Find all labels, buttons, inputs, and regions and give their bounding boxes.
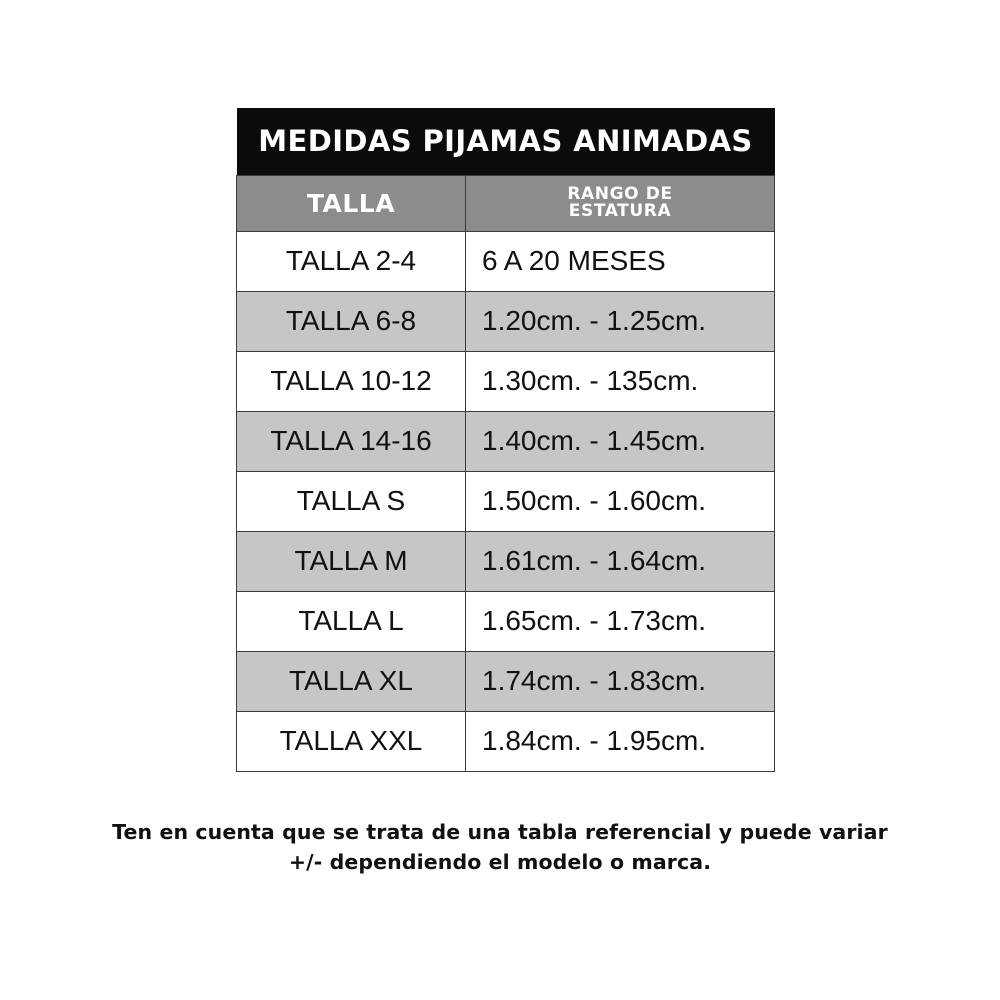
cell-rango: 1.74cm. - 1.83cm. [466, 651, 775, 711]
cell-talla: TALLA 10-12 [237, 351, 466, 411]
cell-talla: TALLA M [237, 531, 466, 591]
cell-talla: TALLA L [237, 591, 466, 651]
cell-rango: 1.84cm. - 1.95cm. [466, 711, 775, 771]
column-header-rango-line1: RANGO DE [567, 184, 673, 204]
cell-talla: TALLA 14-16 [237, 411, 466, 471]
table-row [237, 531, 775, 591]
column-header-rango-estatura [466, 176, 775, 232]
footnote-line-1: Ten en cuenta que se trata de una tabla referencial y puede variar [112, 820, 888, 844]
cell-rango: 6 A 20 MESES [466, 231, 775, 291]
footnote-line-2: +/- dependiendo el modelo o marca. [288, 849, 712, 874]
footnote [0, 818, 1000, 877]
table-row [237, 591, 775, 651]
cell-rango: 1.30cm. - 135cm. [466, 351, 775, 411]
table-row [237, 651, 775, 711]
size-table [236, 108, 775, 772]
table-row [237, 291, 775, 351]
cell-talla: TALLA 6-8 [237, 291, 466, 351]
table-row [237, 471, 775, 531]
cell-talla: TALLA XL [237, 651, 466, 711]
table-title-row [237, 108, 775, 176]
cell-rango: 1.40cm. - 1.45cm. [466, 411, 775, 471]
column-header-rango-line2: ESTATURA [568, 201, 672, 222]
table-row [237, 351, 775, 411]
cell-talla: TALLA XXL [237, 711, 466, 771]
cell-rango: 1.20cm. - 1.25cm. [466, 291, 775, 351]
table-header-row [237, 176, 775, 232]
cell-talla: TALLA 2-4 [237, 231, 466, 291]
page-title: MEDIDAS PIJAMAS ANIMADAS [237, 108, 775, 176]
table-row [237, 411, 775, 471]
cell-rango: 1.61cm. - 1.64cm. [466, 531, 775, 591]
cell-rango: 1.50cm. - 1.60cm. [466, 471, 775, 531]
table-row [237, 231, 775, 291]
cell-talla: TALLA S [237, 471, 466, 531]
column-header-talla: TALLA [237, 176, 466, 232]
cell-rango: 1.65cm. - 1.73cm. [466, 591, 775, 651]
size-table-container [236, 108, 774, 772]
table-row [237, 711, 775, 771]
